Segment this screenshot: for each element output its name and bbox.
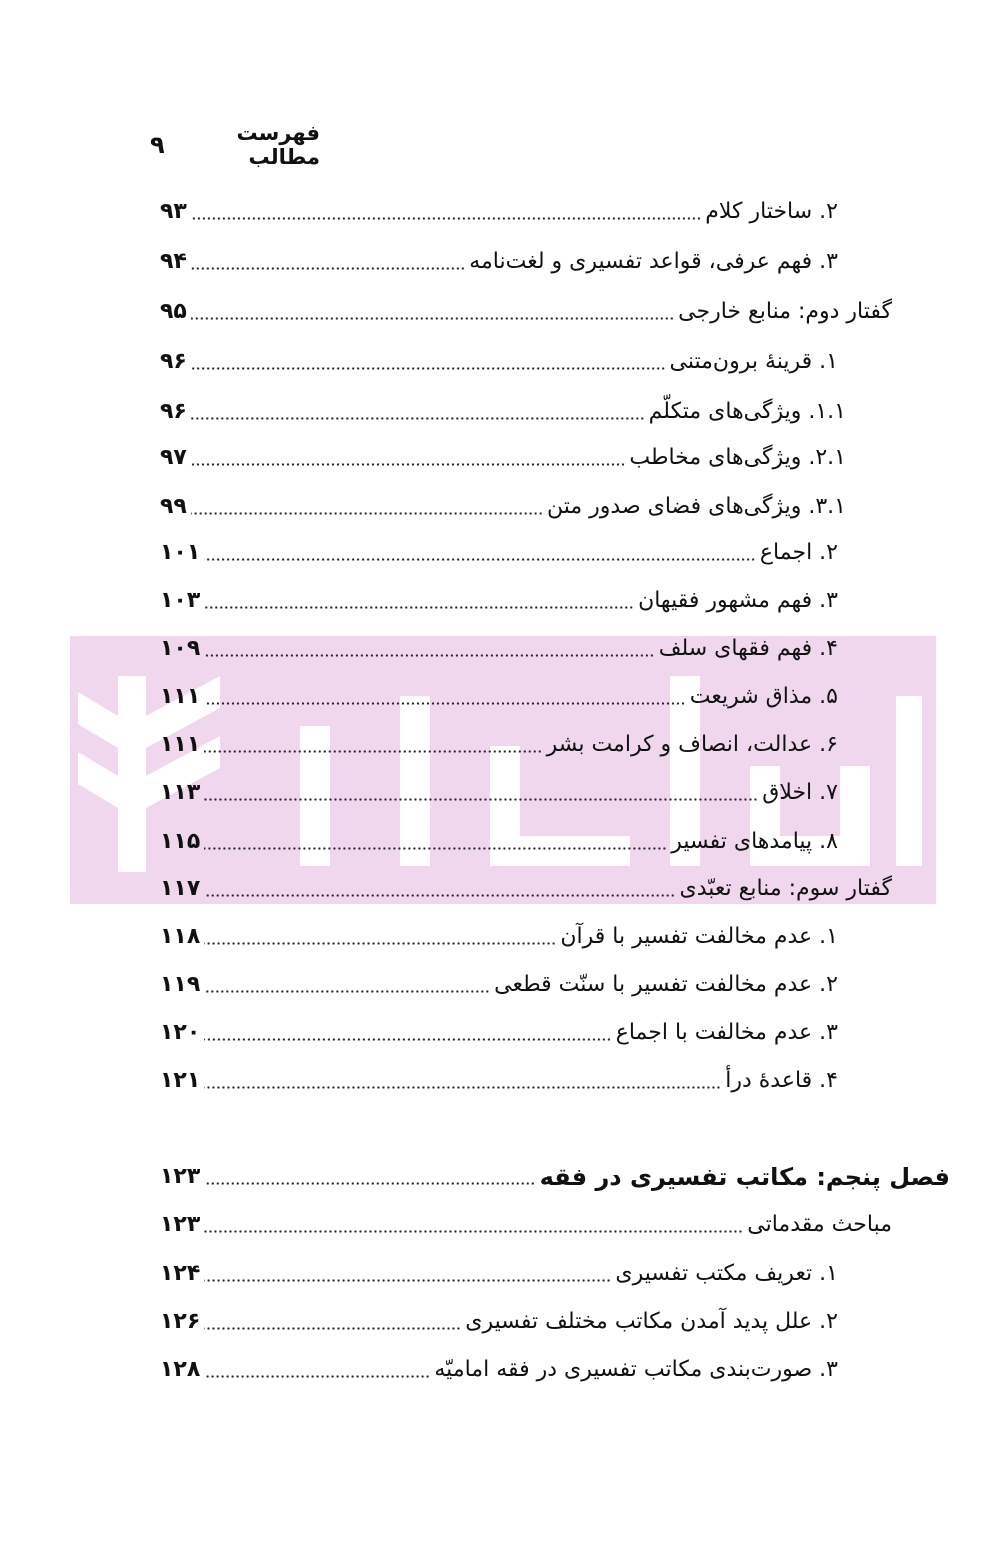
toc-entry-page: ۹۶: [160, 399, 187, 424]
toc-entry[interactable]: [160, 195, 838, 229]
toc-entry-title: ۷. اخلاق: [762, 780, 838, 805]
toc-entry-page: ۹۹: [160, 494, 187, 519]
toc-entry-title: گفتار دوم: منابع خارجی: [678, 299, 892, 324]
publisher-watermark: [70, 636, 936, 904]
toc-entry[interactable]: [160, 1016, 838, 1050]
toc-entry-page: ۱۱۳: [160, 780, 201, 805]
toc-entry-title: ۳. فهم مشهور فقیهان: [638, 588, 838, 613]
toc-entry[interactable]: [160, 295, 892, 329]
dot-leader: [204, 798, 758, 801]
toc-entry[interactable]: [160, 825, 838, 859]
toc-entry-title: ۸. پیامدهای تفسیر: [671, 829, 838, 854]
toc-entry-page: ۱۲۱: [160, 1068, 201, 1093]
dot-leader: [191, 367, 666, 370]
toc-entry-title: ۶. عدالت، انصاف و کرامت بشر: [546, 732, 838, 757]
page-header: [150, 121, 320, 169]
toc-entry[interactable]: [160, 728, 838, 762]
dot-leader: [204, 1230, 743, 1233]
toc-entry[interactable]: [160, 441, 846, 475]
toc-entry-title: ۲.۱. ویژگی‌های مخاطب: [629, 445, 846, 470]
page-header-title: فهرست مطالب: [236, 121, 320, 169]
dot-leader: [204, 1327, 461, 1330]
dot-leader: [191, 512, 543, 515]
toc-entry-page: ۱۱۷: [160, 876, 201, 901]
toc-entry[interactable]: [160, 920, 838, 954]
toc-entry-title: ۱. قرینهٔ برون‌متنی: [669, 349, 838, 374]
toc-entry-title: ۲. علل پدید آمدن مکاتب مختلف تفسیری: [465, 1309, 838, 1334]
dot-leader: [204, 942, 556, 945]
toc-entry[interactable]: [160, 490, 846, 524]
toc-entry[interactable]: [160, 872, 892, 906]
toc-entry[interactable]: [160, 345, 838, 379]
toc-entry-title: ۴. قاعدهٔ درأ: [725, 1068, 838, 1093]
toc-entry-title: ۳. فهم عرفی، قواعد تفسیری و لغت‌نامه: [469, 249, 838, 274]
toc-entry-page: ۱۱۵: [160, 829, 201, 854]
toc-entry[interactable]: [160, 776, 838, 810]
dot-leader: [191, 417, 645, 420]
toc-entry-title: ۱. عدم مخالفت تفسیر با قرآن: [560, 924, 838, 949]
dot-leader: [204, 1086, 721, 1089]
toc-entry-page: ۱۲۳: [160, 1212, 201, 1237]
toc-entry-title: ۳.۱. ویژگی‌های فضای صدور متن: [547, 494, 846, 519]
dot-leader: [204, 847, 667, 850]
toc-entry[interactable]: [160, 968, 838, 1002]
dot-leader: [204, 990, 490, 993]
toc-entry[interactable]: [160, 536, 838, 570]
toc-entry-page: ۹۶: [160, 349, 187, 374]
dot-leader: [204, 702, 685, 705]
dot-leader: [191, 217, 701, 220]
dot-leader: [204, 1375, 430, 1378]
dot-leader: [204, 1279, 611, 1282]
toc-entry-title: ۵. مذاق شریعت: [689, 684, 838, 709]
toc-entry-page: ۱۰۳: [160, 588, 201, 613]
toc-entry[interactable]: [160, 1064, 838, 1098]
dot-leader: [204, 750, 542, 753]
dot-leader: [204, 558, 756, 561]
toc-entry-page: ۱۲۸: [160, 1357, 201, 1382]
toc-entry-page: ۱۰۱: [160, 540, 201, 565]
dot-leader: [191, 463, 625, 466]
toc-entry-page: ۱۱۱: [160, 684, 201, 709]
toc-chapter-entry[interactable]: [160, 1160, 950, 1194]
toc-entry-page: ۱۲۴: [160, 1261, 201, 1286]
toc-entry-title: ۲. ساختار کلام: [705, 199, 838, 224]
dot-leader: [204, 1182, 535, 1185]
watermark-logo-icon: [70, 636, 936, 904]
dot-leader: [204, 606, 634, 609]
toc-entry-page: ۱۱۸: [160, 924, 201, 949]
toc-entry-title: ۲. عدم مخالفت تفسیر با سنّت قطعی: [494, 972, 838, 997]
toc-entry[interactable]: [160, 395, 846, 429]
toc-entry-page: ۱۲۳: [160, 1164, 201, 1189]
page-number: ۹: [150, 131, 165, 159]
toc-entry-title: ۱. تعریف مکتب تفسیری: [615, 1261, 838, 1286]
dot-leader: [204, 654, 654, 657]
toc-entry-page: ۱۰۹: [160, 636, 201, 661]
dot-leader: [191, 267, 465, 270]
toc-entry-page: ۱۲۶: [160, 1309, 201, 1334]
toc-entry-page: ۱۱۱: [160, 732, 201, 757]
toc-entry-page: ۹۴: [160, 249, 187, 274]
toc-entry[interactable]: [160, 1353, 838, 1387]
toc-entry[interactable]: [160, 1208, 892, 1242]
toc-entry-title: ۱.۱. ویژگی‌های متکلّم: [648, 399, 846, 424]
toc-entry-title: ۳. صورت‌بندی مکاتب تفسیری در فقه امامیّه: [434, 1357, 838, 1382]
toc-entry[interactable]: [160, 584, 838, 618]
toc-entry-page: ۹۷: [160, 445, 187, 470]
toc-entry[interactable]: [160, 245, 838, 279]
toc-entry-title: فصل پنجم: مکاتب تفسیری در فقه: [539, 1163, 950, 1191]
dot-leader: [204, 1038, 611, 1041]
dot-leader: [204, 894, 675, 897]
toc-entry-page: ۱۲۰: [160, 1020, 201, 1045]
toc-entry-page: ۱۱۹: [160, 972, 201, 997]
toc-entry[interactable]: [160, 1305, 838, 1339]
toc-entry-page: ۹۵: [160, 299, 187, 324]
toc-entry[interactable]: [160, 680, 838, 714]
toc-entry-title: گفتار سوم: منابع تعبّدی: [679, 876, 892, 901]
toc-entry[interactable]: [160, 1257, 838, 1291]
toc-entry-title: مباحث مقدماتی: [747, 1212, 892, 1237]
toc-entry-title: ۴. فهم فقهای سلف: [658, 636, 838, 661]
dot-leader: [191, 317, 674, 320]
toc-entry-page: ۹۳: [160, 199, 187, 224]
toc-entry-title: ۳. عدم مخالفت با اجماع: [615, 1020, 838, 1045]
toc-entry[interactable]: [160, 632, 838, 666]
toc-entry-title: ۲. اجماع: [759, 540, 838, 565]
